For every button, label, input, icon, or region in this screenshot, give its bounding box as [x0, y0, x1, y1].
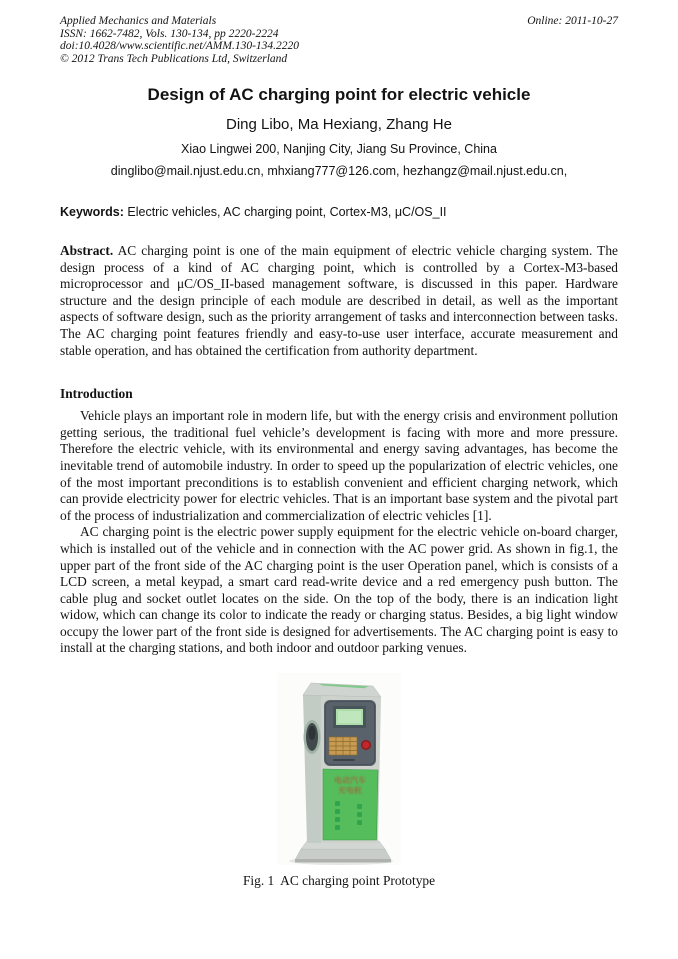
- page-header: [60, 15, 618, 65]
- section-heading-introduction: Introduction: [60, 386, 133, 402]
- keywords-text: Electric vehicles, AC charging point, Cortex-M3, μC/OS_II: [127, 205, 447, 219]
- paper-title: Design of AC charging point for electric vehicle: [147, 85, 531, 104]
- metal-keypad: [329, 737, 357, 755]
- authors-line: Ding Libo, Ma Hexiang, Zhang He: [226, 116, 452, 133]
- figure-1: [60, 673, 618, 870]
- socket-recess-core: [309, 726, 316, 740]
- figure-caption: Fig. 1 AC charging point Prototype: [242, 873, 436, 889]
- svg-text:电动汽车: 电动汽车: [334, 776, 366, 786]
- keywords-label: Keywords:: [60, 205, 124, 219]
- journal-name: Applied Mechanics and Materials: [60, 15, 217, 27]
- issn-line: ISSN: 1662-7482, Vols. 130-134, pp 2220-2224: [60, 27, 279, 40]
- lcd-screen-glow: [338, 711, 361, 723]
- online-date: Online: 2011-10-27: [527, 15, 618, 27]
- intro-paragraph-1: Vehicle plays an important role in modern life, but with the energy crisis and environment pollution getting serious, the traditional fuel vehicle’s development is facing with more and more pressure. Therefore the electric vehicle, with its environmental and energy saving advantages, has become the inevitable trend of automobile industry. In order to speed up the popularization of electric vehicles, one of the most important preconditions is to establish convenient and efficient charging network, which can provide electricity power for electric vehicles. That is an important base system and the pivotal part of the process of industrialization and commercialization of electric vehicles [1].: [60, 408, 618, 523]
- keywords-line: [60, 205, 618, 219]
- abstract-label: Abstract.: [60, 243, 114, 258]
- abstract-text: AC charging point is one of the main equipment of electric vehicle charging system. The design process of a kind of AC charging point, which is controlled by a Cortex-M3-based microprocessor and μC/OS_II-based management software, is discussed in this paper. Hardware structure and the design principle of each module are described in detail, as well as the important aspects of software design, such as the priority arrangement of tasks and interconnection between tasks. The AC charging point features friendly and easy-to-use user interface, accurate measurement and stable operation, and has obtained the certification from authority department.: [60, 243, 618, 358]
- base-lower-tier: [295, 849, 391, 860]
- emergency-button: [362, 741, 369, 748]
- intro-paragraph-2: AC charging point is the electric power supply equipment for the electric vehicle on-board charger, which is installed out of the vehicle and in connection with the AC power grid. As shown in fig.1, the upper part of the front side of the AC charging point is the user Operation panel, which is consists of a LCD screen, a metal keypad, a smart card read-write device and a red emergency push button. The cable plug and socket outlet locates on the side. On the top of the body, there is an indication light widow, which can change its color to indicate the ready or charging status. Besides, a big light window occupy the lower part of the front side is designed for advertisements. The AC charging point is easy to install at the charging stations, and both indoor and outdoor parking venues.: [60, 524, 618, 656]
- svg-text:充电桩: 充电桩: [338, 786, 362, 796]
- emails-line: dinglibo@mail.njust.edu.cn, mhxiang777@126.com, hezhangz@mail.njust.edu.cn,: [110, 164, 568, 178]
- abstract-paragraph: [60, 243, 618, 359]
- card-reader-slot: [333, 759, 355, 761]
- copyright-line: © 2012 Trans Tech Publications Ltd, Switzerland: [60, 52, 288, 65]
- doi-line: doi:10.4028/www.scientific.net/AMM.130-134.2220: [60, 40, 300, 52]
- journal-info-block: [60, 15, 299, 65]
- base-front-edge: [295, 859, 391, 863]
- affiliation-line: Xiao Lingwei 200, Nanjing City, Jiang Su Province, China: [181, 142, 497, 156]
- charging-point-photo: [277, 673, 401, 865]
